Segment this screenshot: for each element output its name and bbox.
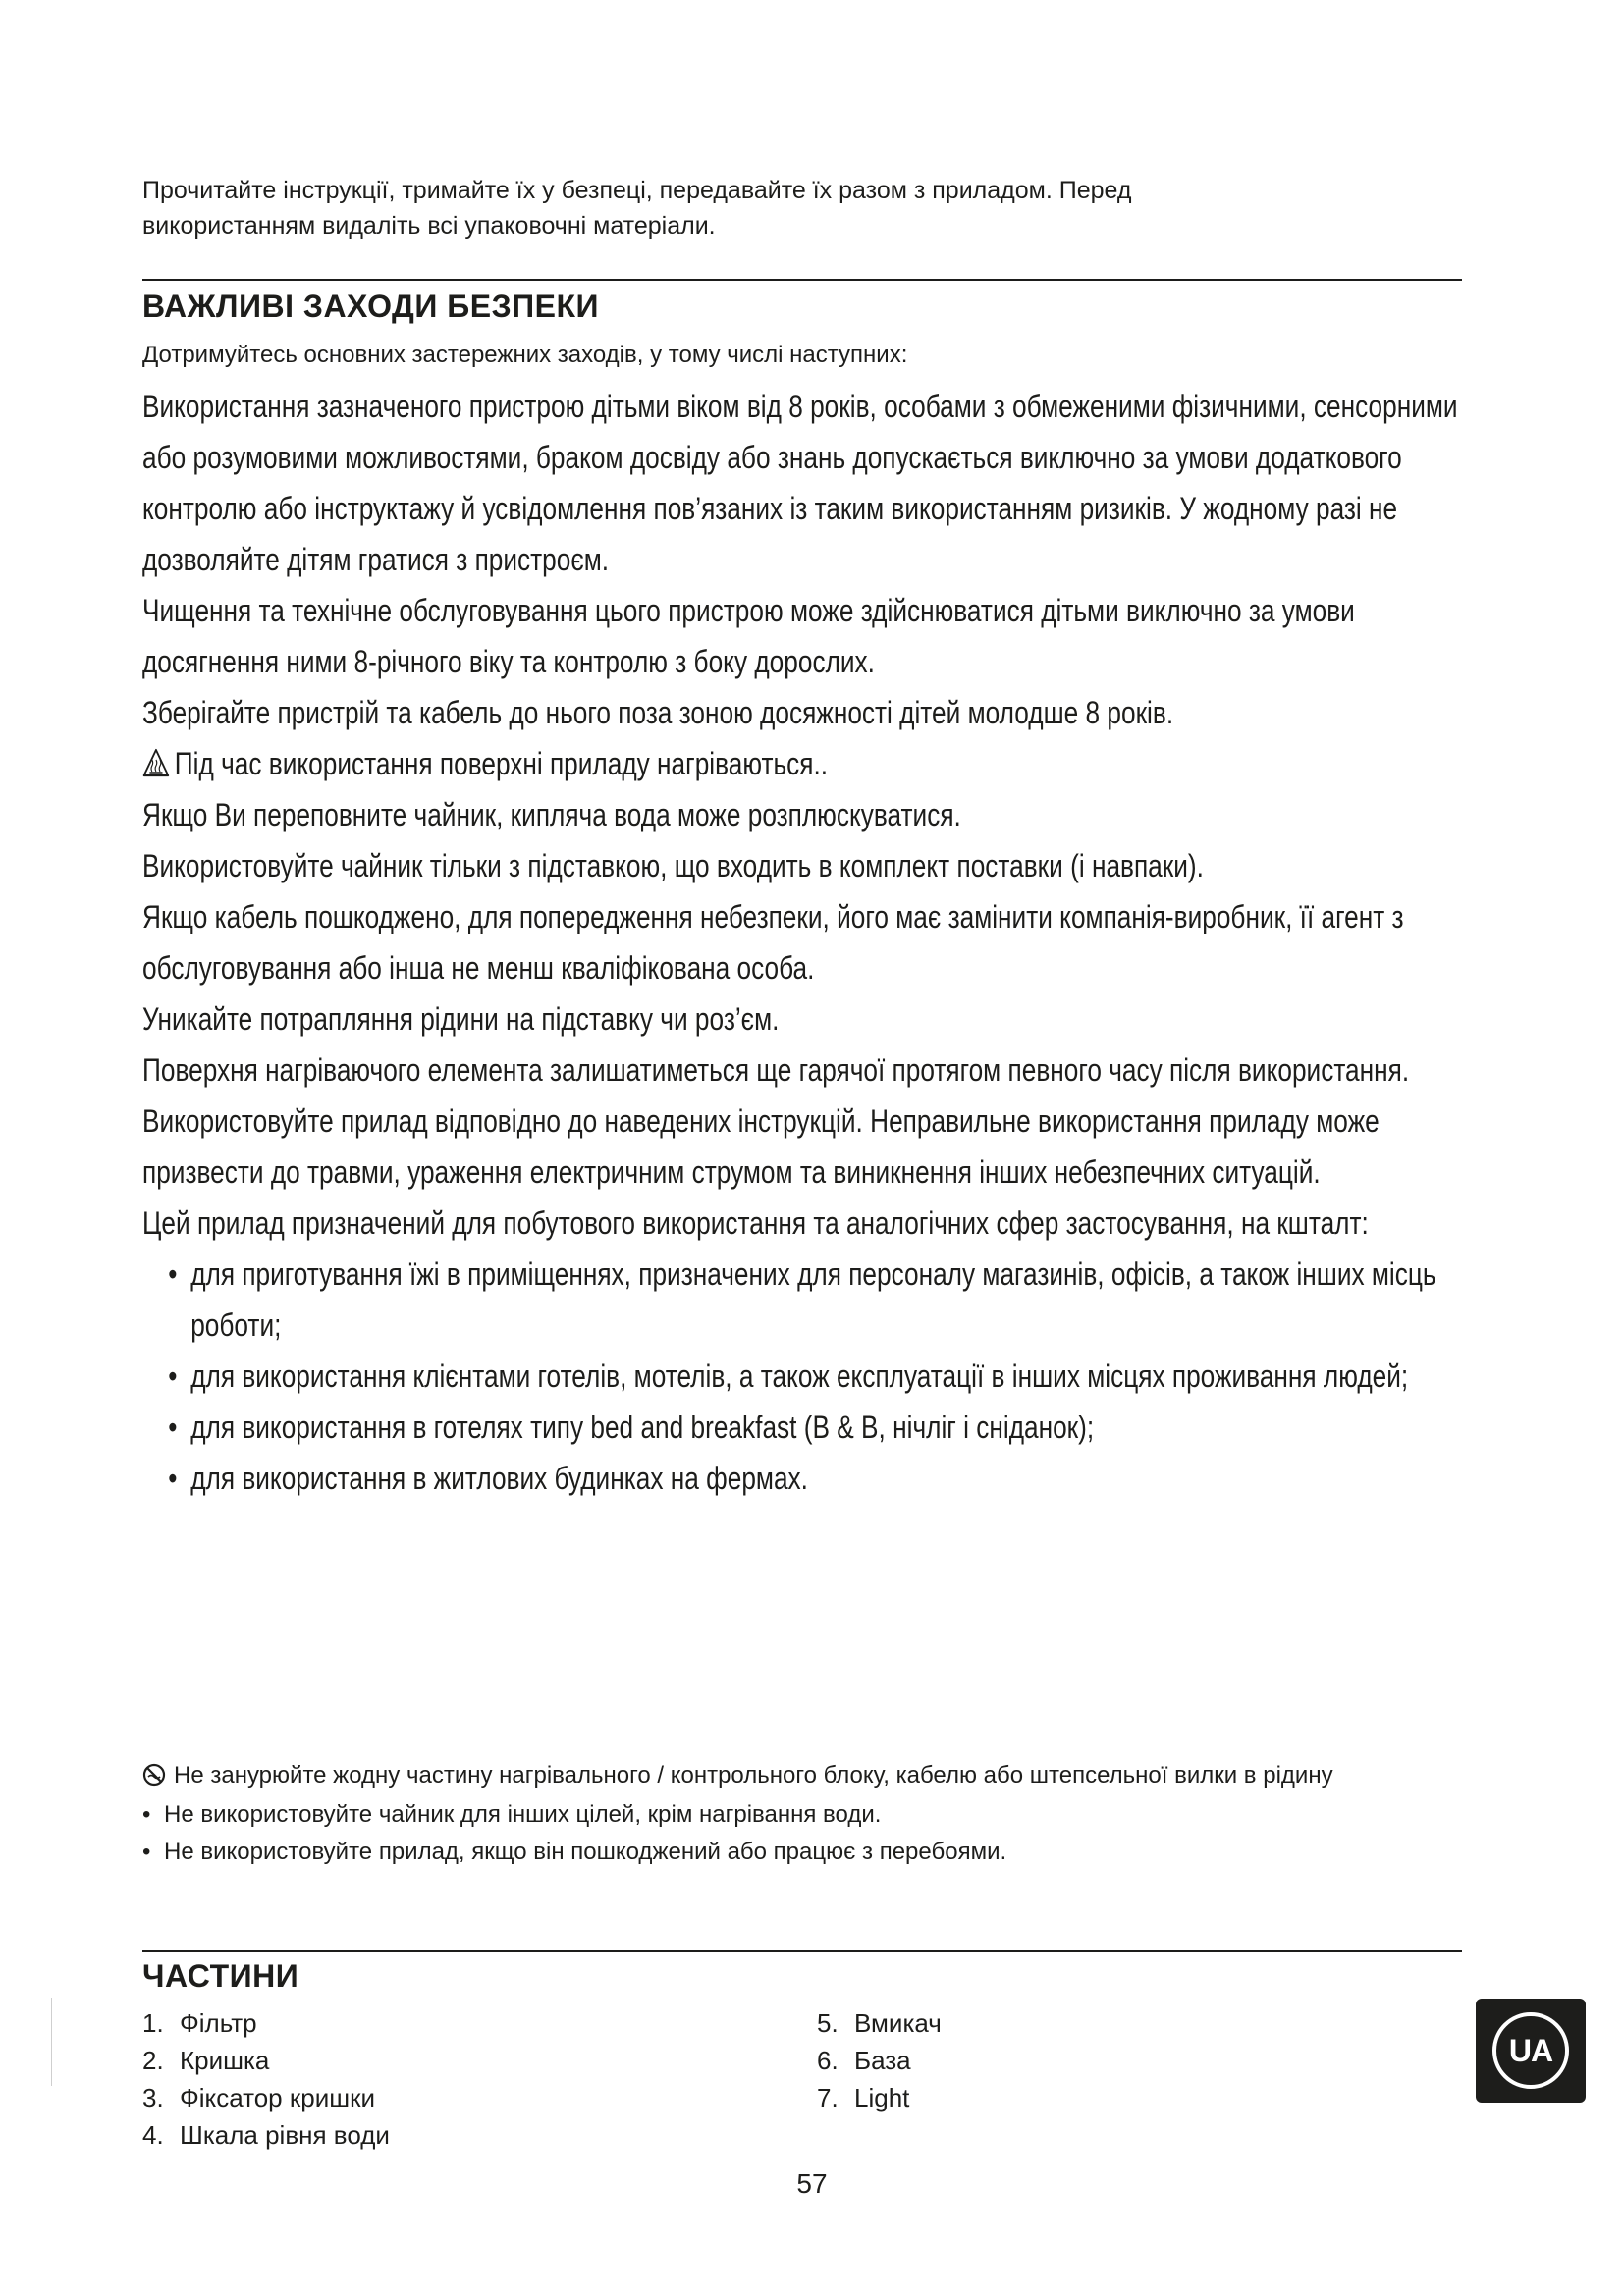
small-warning-text: Не використовуйте чайник для інших цілей, крім нагрівання води.	[164, 1801, 882, 1828]
intro-line-1: Прочитайте інструкції, тримайте їх у безпеці, передавайте їх разом з приладом. Перед	[142, 177, 1132, 204]
language-badge	[1476, 1999, 1586, 2103]
small-warning-item	[142, 1838, 1458, 1867]
part-number: 5.	[817, 2008, 839, 2038]
part-label: Фільтр	[180, 2008, 257, 2038]
intro-line-2: використанням видаліть всі упаковочні матеріали.	[142, 212, 716, 240]
safety-paragraph: Якщо Ви переповните чайник, кипляча вода може розплюскуватися.	[142, 797, 961, 832]
bullet-marker: •	[168, 1410, 178, 1445]
hot-surface-warning-text: Під час використання поверхні приладу нагріваються..	[174, 746, 829, 781]
intro-text	[142, 173, 1458, 243]
safety-paragraph: Цей прилад призначений для побутового використання та аналогічних сфер застосування, на кшталт:	[142, 1205, 1369, 1241]
bullet-marker: •	[168, 1256, 178, 1292]
safety-paragraph: Уникайте потрапляння рідини на підставку чи роз’єм.	[142, 1001, 780, 1037]
no-immersion-warning	[142, 1761, 1458, 1790]
bullet-marker: •	[168, 1359, 178, 1394]
page-number: 57	[796, 2168, 828, 2199]
section-divider	[142, 1950, 1462, 1952]
part-number: 3.	[142, 2083, 164, 2112]
safety-paragraph: Якщо кабель пошкоджено, для попередження небезпеки, його має замінити компанія-виробник, її агент з обслуговування або інша не менш кваліфікована особа.	[142, 899, 1404, 986]
safety-paragraph: Чищення та технічне обслуговування цього пристрою може здійснюватися дітьми виключно за умови досягнення ними 8-річного віку та контролю з боку дорослих.	[142, 593, 1355, 679]
additional-warnings	[142, 1761, 1458, 1867]
part-label: Кришка	[180, 2046, 270, 2075]
usage-bullet-text: для приготування їжі в приміщеннях, призначених для персоналу магазинів, офісів, а також інших місць роботи;	[190, 1256, 1436, 1343]
parts-list-right	[817, 2004, 942, 2116]
parts-list-item	[817, 2042, 942, 2079]
part-label: Вмикач	[854, 2008, 942, 2038]
usage-bullet-text: для використання клієнтами готелів, мотелів, а також експлуатації в інших місцях проживання людей;	[190, 1359, 1409, 1394]
usage-bullet-item	[142, 1351, 1532, 1402]
part-label: База	[854, 2046, 911, 2075]
no-immersion-icon	[142, 1763, 166, 1787]
small-warning-text: Не використовуйте прилад, якщо він пошкоджений або працює з перебоями.	[164, 1839, 1007, 1865]
safety-paragraph: Використовуйте чайник тільки з підставкою, що входить в комплект поставки (і навпаки).	[142, 848, 1204, 883]
part-number: 1.	[142, 2008, 164, 2038]
parts-list-item	[817, 2079, 942, 2116]
usage-bullet-item	[142, 1453, 1532, 1504]
safety-paragraph: Зберігайте пристрій та кабель до нього поза зоною досяжності дітей молодше 8 років.	[142, 695, 1174, 730]
parts-list-item	[142, 2116, 390, 2154]
safety-paragraph-hot-surface	[142, 738, 1483, 789]
section-divider	[142, 279, 1462, 281]
part-number: 4.	[142, 2120, 164, 2150]
usage-bullet-text: для використання в готелях типу bed and breakfast (B & B, нічліг і сніданок);	[190, 1410, 1095, 1445]
part-number: 7.	[817, 2083, 839, 2112]
bullet-marker: •	[142, 1801, 151, 1828]
margin-line	[51, 1998, 52, 2086]
parts-list-item	[142, 2079, 390, 2116]
safety-paragraph: Використання зазначеного пристрою дітьми віком від 8 років, особами з обмеженими фізичними, сенсорними або розумовими можливостями, браком досвіду або знань допускається виключно за умови додаткового контролю або інструктажу й усвідомлення пов’язаних із таким використанням ризиків. У жодному разі не дозволяйте дітям гратися з пристроєм.	[142, 389, 1458, 577]
parts-list-left	[142, 2004, 390, 2154]
parts-list-item	[142, 2042, 390, 2079]
safety-instructions	[142, 381, 1458, 1504]
parts-list-item	[817, 2004, 942, 2042]
part-label: Фіксатор кришки	[180, 2083, 375, 2112]
language-code: UA	[1492, 2012, 1569, 2089]
safety-paragraph: Використовуйте прилад відповідно до наведених інструкцій. Неправильне використання приладу може призвести до травми, ураження електричним струмом та виникнення інших небезпечних ситуацій.	[142, 1103, 1380, 1190]
bullet-marker: •	[168, 1461, 178, 1496]
part-number: 6.	[817, 2046, 839, 2075]
hot-surface-warning-icon	[142, 748, 170, 777]
usage-bullet-item	[142, 1249, 1532, 1351]
usage-bullet-item	[142, 1402, 1532, 1453]
parts-list-item	[142, 2004, 390, 2042]
small-warning-item	[142, 1800, 1458, 1830]
safety-paragraph: Поверхня нагріваючого елемента залишатиметься ще гарячої протягом певного часу після використання.	[142, 1052, 1410, 1088]
bullet-marker: •	[142, 1839, 151, 1865]
parts-section-title: ЧАСТИНИ	[142, 1958, 299, 1994]
part-number: 2.	[142, 2046, 164, 2075]
part-label: Шкала рівня води	[180, 2120, 390, 2150]
safety-section-title: ВАЖЛИВІ ЗАХОДИ БЕЗПЕКИ	[142, 289, 599, 324]
safety-subtitle: Дотримуйтесь основних застережних заходів, у тому числі наступних:	[142, 342, 908, 368]
usage-bullet-text: для використання в житлових будинках на фермах.	[190, 1461, 808, 1496]
no-immersion-text: Не занурюйте жодну частину нагрівального / контрольного блоку, кабелю або штепсельної вилки в рідину	[174, 1762, 1333, 1789]
part-label: Light	[854, 2083, 910, 2112]
